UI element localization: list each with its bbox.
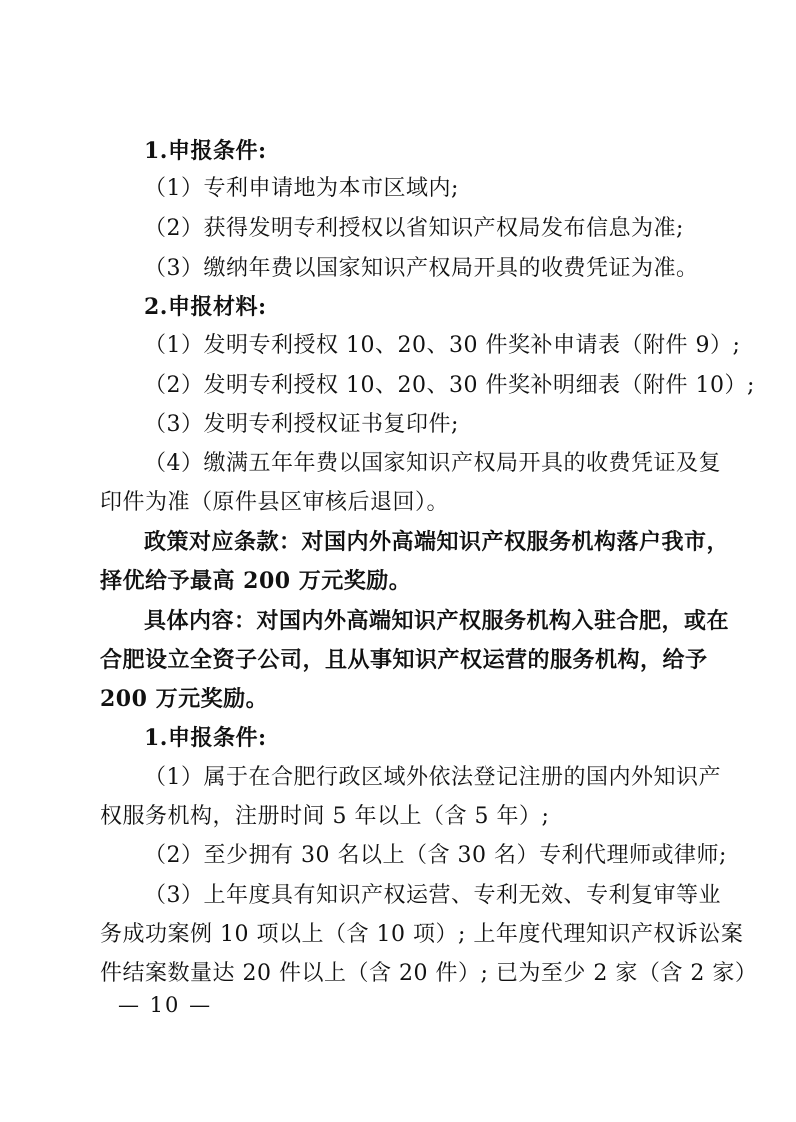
paragraph-line: （3）发明专利授权证书复印件; <box>144 412 459 437</box>
paragraph-line: （1）专利申请地为本市区域内; <box>144 176 459 201</box>
paragraph-line: 件结案数量达 20 件以上（含 20 件）; 已为至少 2 家（含 2 家） <box>100 961 758 986</box>
paragraph-line: 印件为准（原件县区审核后退回）。 <box>100 490 450 515</box>
section-heading-materials: 2.申报材料: <box>144 294 267 320</box>
paragraph-line: （3）上年度具有知识产权运营、专利无效、专利复审等业 <box>144 883 721 908</box>
page-number: — 10 — <box>118 993 213 1017</box>
policy-clause-line: 政策对应条款：对国内外高端知识产权服务机构落户我市， <box>144 529 730 555</box>
specific-content-line: 合肥设立全资子公司，且从事知识产权运营的服务机构，给予 <box>100 647 708 673</box>
paragraph-line: （3）缴纳年费以国家知识产权局开具的收费凭证为准。 <box>144 256 699 281</box>
paragraph-line: 权服务机构，注册时间 5 年以上（含 5 年）; <box>100 804 550 829</box>
paragraph-line: （2）发明专利授权 10、20、30 件奖补明细表（附件 10）; <box>144 373 755 398</box>
paragraph-line: （2）至少拥有 30 名以上（含 30 名）专利代理师或律师; <box>144 843 727 868</box>
specific-content-line: 200 万元奖励。 <box>100 686 269 712</box>
paragraph-line: （4）缴满五年年费以国家知识产权局开具的收费凭证及复 <box>144 451 721 476</box>
paragraph-line: 务成功案例 10 项以上（含 10 项）; 上年度代理知识产权诉讼案 <box>100 922 744 947</box>
paragraph-line: （2）获得发明专利授权以省知识产权局发布信息为准; <box>144 216 684 241</box>
section-heading-conditions: 1.申报条件: <box>144 138 267 164</box>
specific-content-line: 具体内容：对国内外高端知识产权服务机构入驻合肥，或在 <box>144 608 730 634</box>
paragraph-line: （1）属于在合肥行政区域外依法登记注册的国内外知识产 <box>144 765 721 790</box>
policy-clause-line: 择优给予最高 200 万元奖励。 <box>100 568 412 594</box>
section-heading-conditions: 1.申报条件: <box>144 725 267 751</box>
paragraph-line: （1）发明专利授权 10、20、30 件奖补申请表（附件 9）; <box>144 333 741 358</box>
